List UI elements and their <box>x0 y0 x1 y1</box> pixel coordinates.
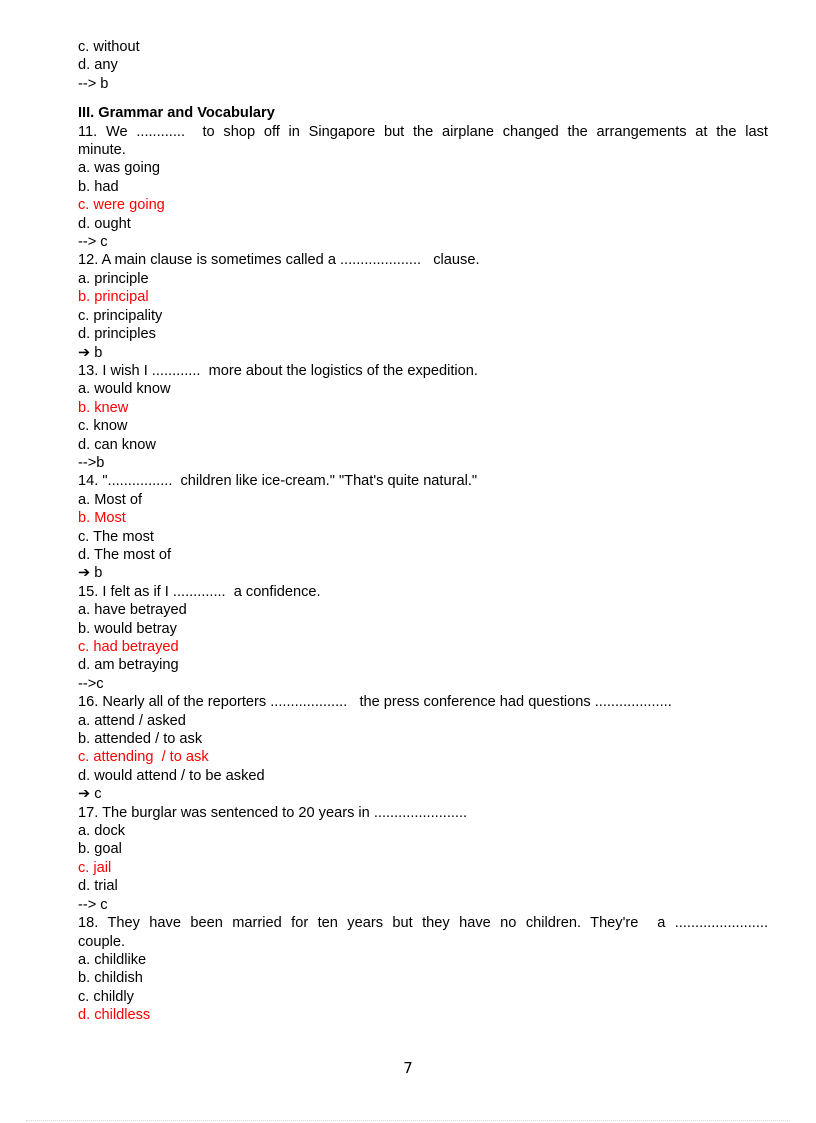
answer-key: --> c <box>78 234 108 251</box>
option-d: d. would attend / to be asked <box>78 767 265 784</box>
section-heading: III. Grammar and Vocabulary <box>78 105 275 122</box>
question-18 <box>78 914 768 1024</box>
answer-key: -->c <box>78 675 104 692</box>
answer-key: ➔ c <box>78 786 102 803</box>
option-c-correct: c. attending / to ask <box>78 749 209 766</box>
question-text: 14. "................ children like ice-cream." "That's quite natural." <box>78 473 478 490</box>
option-d-correct: d. childless <box>78 1007 151 1024</box>
option-b-correct: b. principal <box>78 289 149 306</box>
answer-key: --> b <box>78 75 109 92</box>
option-c-correct: c. had betrayed <box>78 639 179 655</box>
option-a: a. would know <box>78 381 171 398</box>
answer-key: -->b <box>78 454 105 471</box>
footer-divider <box>26 1120 790 1121</box>
question-text: 13. I wish I ............ more about the logistics of the expedition. <box>78 362 478 379</box>
question-text: 12. A main clause is sometimes called a .................... clause. <box>78 252 480 269</box>
option-d: d. am betraying <box>78 657 179 674</box>
option-a: a. attend / asked <box>78 712 186 729</box>
option-c-correct: c. jail <box>78 859 112 876</box>
option-b-correct: b. Most <box>78 510 126 527</box>
option-a: a. childlike <box>78 951 147 968</box>
question-15 <box>78 583 768 693</box>
question-text-continued: minute. <box>78 142 126 159</box>
option-d: d. The most of <box>78 546 172 563</box>
option-a: a. have betrayed <box>78 602 187 619</box>
option-d: d. principles <box>78 326 156 343</box>
question-14 <box>78 472 768 582</box>
option-c: c. principality <box>78 307 163 324</box>
option-b: b. goal <box>78 841 122 858</box>
question-text: 11. We ............ to shop off in Singapore but the airplane changed the arrangements at the last <box>78 123 768 140</box>
question-13 <box>78 362 768 472</box>
answer-key: --> c <box>78 896 108 913</box>
option-a: a. principle <box>78 270 149 287</box>
document-body <box>78 38 768 1025</box>
question-12 <box>78 251 768 361</box>
option-b: b. attended / to ask <box>78 731 203 748</box>
option-c-correct: c. were going <box>78 197 165 214</box>
page-number: 7 <box>403 1059 413 1077</box>
option-c: c. childly <box>78 988 134 1005</box>
option-a: a. dock <box>78 823 126 840</box>
option-a: a. was going <box>78 160 160 177</box>
option: d. any <box>78 57 118 74</box>
question-text: 18. They have been married for ten years but they have no children. They're a ....................... <box>78 915 768 932</box>
option-c: c. know <box>78 418 128 435</box>
option-b: b. childish <box>78 970 143 987</box>
previous-question-tail <box>78 38 768 93</box>
option-b-correct: b. knew <box>78 399 129 416</box>
question-11 <box>78 123 768 252</box>
option-b: b. had <box>78 178 119 195</box>
option-c: c. The most <box>78 528 154 545</box>
answer-key: ➔ b <box>78 565 103 582</box>
option: c. without <box>78 39 140 55</box>
option-b: b. would betray <box>78 620 177 637</box>
question-17 <box>78 804 768 914</box>
question-text: 16. Nearly all of the reporters ................... the press conference had questions ................... <box>78 694 672 711</box>
question-text: 15. I felt as if I ............. a confidence. <box>78 583 321 600</box>
option-a: a. Most of <box>78 491 143 508</box>
question-text: 17. The burglar was sentenced to 20 years in ....................... <box>78 804 468 821</box>
question-16 <box>78 693 768 803</box>
answer-key: ➔ b <box>78 344 103 361</box>
question-text-continued: couple. <box>78 933 126 950</box>
option-d: d. ought <box>78 215 131 232</box>
option-d: d. trial <box>78 878 118 895</box>
option-d: d. can know <box>78 436 156 453</box>
